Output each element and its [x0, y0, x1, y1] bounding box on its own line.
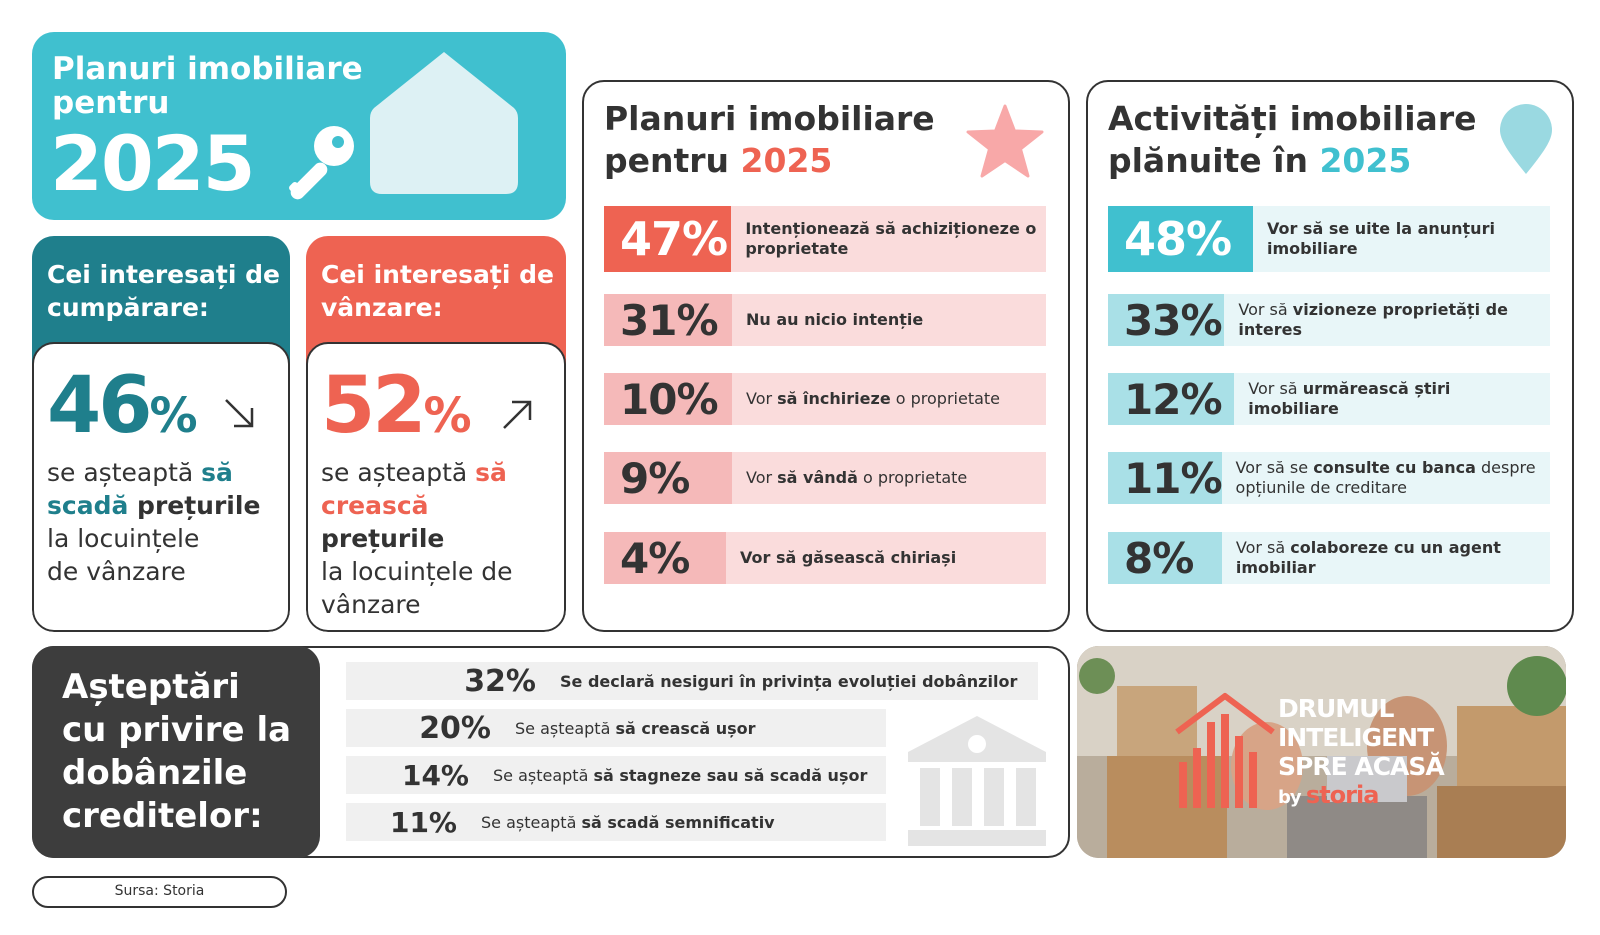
activities-bar-label-2: Vor să vizioneze proprietăți de interes	[1238, 300, 1508, 339]
promo-by: by	[1278, 787, 1301, 808]
buyers-body	[32, 342, 290, 632]
promo-slogan	[1278, 694, 1444, 812]
rates-bar-label-2: Se așteaptă să crească ușor	[501, 719, 756, 738]
plans-bar-value-1: 47%	[604, 206, 731, 272]
buyers-desc-line4: de vânzare	[47, 557, 186, 586]
house-icon	[368, 48, 520, 196]
rates-bar-label-3: Se așteaptă să stagneze sau să scadă ușor	[479, 766, 867, 785]
arrow-up-right-icon	[500, 396, 536, 432]
rates-bar-value-4: 11%	[389, 805, 457, 839]
activities-bar-4	[1108, 452, 1550, 504]
hero-banner	[32, 32, 566, 220]
rates-bar-4	[346, 803, 886, 841]
rates-title-line2: cu privire la	[62, 710, 292, 750]
plans-bar-value-3: 10%	[604, 373, 732, 425]
activities-bar-1	[1108, 206, 1550, 272]
buyers-header-line2: cumpărare:	[47, 293, 209, 322]
activities-bar-2	[1108, 294, 1550, 346]
rates-title-line1: Așteptări	[62, 667, 240, 707]
sellers-percent-sign: %	[423, 388, 472, 444]
sellers-desc-highlight1: să	[475, 458, 507, 487]
plans-bar-value-5: 4%	[604, 532, 726, 584]
plans-bar-label-4: Vor să vândă o proprietate	[746, 468, 968, 487]
buyers-percent	[47, 361, 198, 456]
sellers-header-line1: Cei interesați de	[321, 260, 554, 289]
plans-bar-2	[604, 294, 1046, 346]
sellers-desc-line4: vânzare	[321, 590, 421, 619]
sellers-description	[321, 456, 556, 621]
activities-bar-value-4: 11%	[1108, 452, 1222, 504]
sellers-card	[306, 236, 566, 632]
source-note	[32, 876, 287, 908]
sellers-desc-pre: se așteaptă	[321, 458, 476, 487]
rates-bar-1	[346, 662, 1038, 700]
plans-bar-5	[604, 532, 1046, 584]
plans-title-line1: Planuri imobiliare	[604, 99, 935, 138]
activities-bar-value-3: 12%	[1108, 373, 1234, 425]
activities-title-line1: Activități imobiliare	[1108, 99, 1477, 138]
activities-bar-label-4: Vor să se consulte cu banca despre opțiunile de creditare	[1235, 458, 1536, 497]
sellers-percent-value: 52	[321, 361, 424, 451]
promo-line3: SPRE ACASĂ	[1278, 752, 1444, 781]
source-text: Sursa: Storia	[114, 883, 205, 899]
plans-bar-4	[604, 452, 1046, 504]
buyers-desc-pre: se așteaptă	[47, 458, 202, 487]
buyers-desc-line3: la locuințele	[47, 524, 200, 553]
hero-year: 2025	[50, 119, 254, 208]
activities-bar-label-5: Vor să colaboreze cu un agent imobiliar	[1235, 538, 1501, 577]
buyers-desc-highlight1: să	[201, 458, 233, 487]
buyers-header-line1: Cei interesați de	[47, 260, 280, 289]
activities-bar-value-2: 33%	[1108, 294, 1224, 346]
activities-bar-5	[1108, 532, 1550, 584]
buyers-card	[32, 236, 290, 632]
plans-bar-1	[604, 206, 1046, 272]
activities-bar-label-1: Vor să se uite la anunțuri imobiliare	[1266, 219, 1495, 258]
hero-title-line1: Planuri imobiliare	[52, 51, 363, 87]
sellers-desc-line3: la locuințele de	[321, 557, 513, 586]
plans-bar-value-4: 9%	[604, 452, 732, 504]
key-icon	[282, 118, 362, 204]
arrow-down-right-icon	[222, 396, 258, 432]
rates-bar-value-1: 32%	[464, 663, 536, 699]
storia-brand: storia	[1305, 781, 1379, 809]
rates-bar-label-4: Se așteaptă să scadă semnificativ	[467, 813, 775, 832]
activities-bar-value-5: 8%	[1108, 532, 1222, 584]
rates-bar-3	[346, 756, 886, 794]
rates-header	[32, 646, 320, 858]
rates-bar-value-3: 14%	[401, 758, 469, 792]
plans-bar-label-1: Intenționează să achiziționeze o proprietate	[745, 219, 1037, 258]
sellers-header-line2: vânzare:	[321, 293, 443, 322]
buyers-description	[47, 456, 280, 588]
promo-line1: DRUMUL	[1278, 694, 1394, 723]
promo-photo	[1077, 646, 1566, 858]
promo-line2: INTELIGENT	[1278, 723, 1434, 752]
rates-title-line3: dobânzile	[62, 753, 248, 793]
activities-title	[1108, 98, 1476, 182]
activities-bar-label-3: Vor să urmărească știri imobiliare	[1248, 379, 1451, 418]
activities-title-year: 2025	[1319, 141, 1412, 180]
plans-title-year: 2025	[740, 141, 833, 180]
plans-bar-label-3: Vor să închirieze o proprietate	[746, 389, 1001, 408]
activities-bar-value-1: 48%	[1108, 206, 1253, 272]
plans-title	[604, 98, 935, 182]
activities-title-line2: plănuite în	[1108, 141, 1320, 180]
star-icon	[966, 104, 1044, 178]
plans-bar-label-2: Nu au nicio intenție	[746, 310, 924, 329]
plans-bar-label-5: Vor să găsească chiriași	[740, 548, 957, 567]
buyers-percent-sign: %	[149, 388, 198, 444]
sellers-percent	[321, 361, 472, 456]
rates-bar-value-2: 20%	[419, 710, 491, 746]
plans-title-line2: pentru	[604, 141, 741, 180]
buyers-desc-bold: prețurile	[128, 491, 261, 520]
sellers-desc-highlight2: crească	[321, 491, 429, 520]
location-pin-icon	[1498, 104, 1554, 176]
buyers-percent-value: 46	[47, 361, 150, 451]
rates-bar-2	[346, 709, 886, 747]
plans-bar-3	[604, 373, 1046, 425]
rates-bar-label-1: Se declară nesiguri în privința evoluției dobânzilor	[546, 672, 1017, 691]
sellers-desc-bold: prețurile	[321, 524, 445, 553]
plans-bar-value-2: 31%	[604, 294, 732, 346]
bank-icon	[906, 712, 1048, 848]
sellers-body	[306, 342, 566, 632]
activities-bar-3	[1108, 373, 1550, 425]
storia-logo-icon	[1173, 692, 1283, 810]
buyers-desc-highlight2: scadă	[47, 491, 129, 520]
hero-title-line2: pentru	[52, 85, 170, 121]
hero-title	[52, 52, 363, 120]
rates-title-line4: creditelor:	[62, 796, 263, 836]
